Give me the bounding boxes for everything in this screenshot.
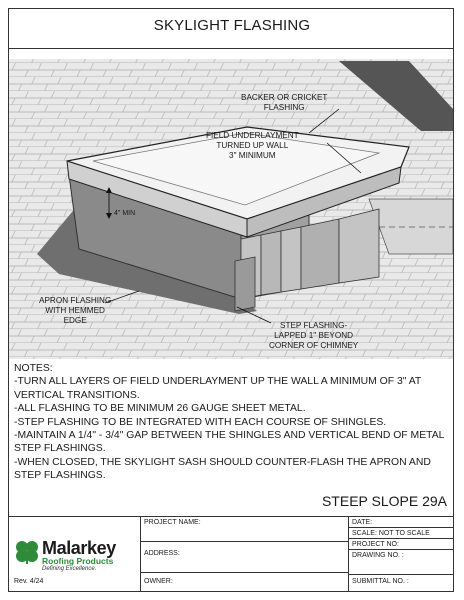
submittal-no-label: SUBMITTAL NO. : (352, 578, 409, 585)
revision-label: Rev. 4/24 (14, 578, 44, 585)
note-item: -WHEN CLOSED, THE SKYLIGHT SASH SHOULD COUNTER-FLASH THE APRON AND STEP FLASHINGS. (14, 456, 431, 482)
company-logo-name: Malarkey (42, 538, 116, 558)
callout-dimension: 4" MIN (114, 210, 136, 217)
project-name-label: PROJECT NAME: (144, 519, 201, 526)
note-item: -MAINTAIN A 1/4" - 3/4" GAP BETWEEN THE SHINGLES AND VERTICAL BEND OF METAL STEP FLASHINGS. (14, 430, 445, 455)
corner-step-flashing (235, 257, 255, 311)
notes-section (14, 362, 454, 483)
sheet-identifier: STEEP SLOPE 29A (321, 493, 447, 509)
owner-label: OWNER: (144, 578, 173, 585)
callout-step: STEP FLASHING- LAPPED 1" BEYOND CORNER OF CHIMNEY (269, 321, 359, 350)
address-label: ADDRESS: (144, 550, 180, 557)
note-item: -ALL FLASHING TO BE MINIMUM 26 GAUGE SHEET METAL. (14, 403, 306, 415)
project-no-label: PROJECT NO: (352, 541, 399, 548)
callout-underlayment: FIELD UNDERLAYMENT TURNED UP WALL 3" MINIMUM (206, 131, 299, 160)
callout-backer: BACKER OR CRICKET FLASHING (241, 93, 328, 112)
company-tagline: Defining Excellence. (42, 566, 97, 572)
drawing-title: SKYLIGHT FLASHING (153, 17, 311, 34)
title-block (8, 516, 454, 592)
notes-heading: NOTES: (14, 363, 53, 374)
company-logo-subtitle: Roofing Products (42, 556, 114, 566)
skylight-illustration (9, 49, 453, 359)
date-label: DATE: (352, 519, 373, 526)
note-item: -STEP FLASHING TO BE INTEGRATED WITH EACH COURSE OF SHINGLES. (14, 416, 387, 428)
callout-apron: APRON FLASHING WITH HEMMED EDGE (39, 296, 112, 325)
scale-label: SCALE: NOT TO SCALE (352, 530, 430, 537)
drawing-no-label: DRAWING NO. : (352, 552, 404, 559)
shamrock-logo-icon (13, 539, 41, 565)
note-item: -TURN ALL LAYERS OF FIELD UNDERLAYMENT UP THE WALL A MINIMUM OF 3" AT VERTICAL TRANSITIONS. (14, 376, 422, 401)
